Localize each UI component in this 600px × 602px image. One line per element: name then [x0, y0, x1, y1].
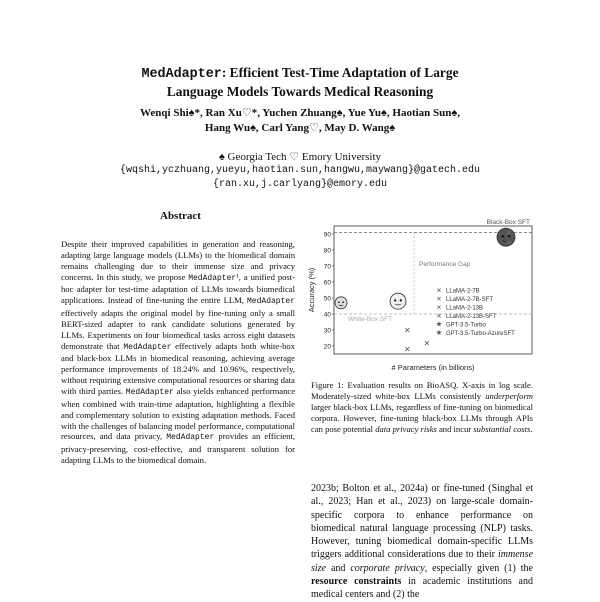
small-mascot-eye-left	[338, 301, 340, 303]
white-box-mascot-eye-left	[394, 299, 396, 301]
legend-label-3: LLaMA-2-13B-SFT	[446, 314, 497, 320]
abstract-heading: Abstract	[160, 210, 201, 222]
intro-em2: corporate privacy	[350, 562, 425, 574]
emails-line1: {wqshi,yczhuang,yueyu,haotian.sun,hangwu,maywang}@gatech.edu	[119, 165, 481, 176]
white-box-mascot-head	[390, 293, 406, 309]
caption-p3: and incur	[438, 423, 472, 434]
plot-area	[307, 219, 532, 372]
legend-marker-1: ✕	[436, 295, 442, 303]
legend-label-1: LLaMA-2-7B-SFT	[446, 297, 494, 303]
intro-t1: 2023b; Bolton et al., 2024a) or fine-tuned (Singhal et al., 2023; Han et al., 2023) on large-scale domain-specific corpora to enhance performance on biomedical natural language processing (NLP) tasks. However, tuning biomedical domain-specific LLMs triggers additional considerations due to their	[311, 483, 533, 561]
intro-text	[311, 482, 533, 602]
legend-marker-4: ★	[435, 319, 443, 329]
caption-em2: data privacy risks	[375, 423, 437, 434]
title-method-name: MedAdapter	[141, 67, 222, 82]
abstract-method-2: MedAdapter	[247, 297, 296, 307]
abstract-method-1: MedAdapter	[188, 273, 237, 283]
caption-p1: Evaluation results on BioASQ. X-axis in log scale. Moderately-sized white-box LLMs consistently	[311, 380, 533, 401]
small-mascot-head	[335, 297, 347, 309]
legend-marker-0: ✕	[436, 286, 442, 295]
legend-label-4: GPT-3.5-Turbo	[446, 322, 486, 329]
abstract-p6: provides an efficient, privacy-preserving, cost-effective, and transparent solution for adapting LLMs to the biomedical domain.	[61, 431, 295, 466]
data-point-0: ✕	[403, 345, 411, 355]
data-point-1: ✕	[423, 338, 431, 348]
legend-marker-3: ✕	[436, 312, 442, 320]
intro-t3: , especially given (1) the	[424, 562, 533, 574]
affiliations: ♠ Georgia Tech ♡ Emory University	[218, 151, 382, 163]
abstract-p5: also yields enhanced performance when combined with train-time adaptation, highlighting a flexible and complementary solution to existing adaptation methods. Faced with the challenges of balancing model performance, computational resources, and data privacy,	[61, 385, 296, 442]
data-point-3: ★	[504, 238, 513, 248]
y-tick-label-6: 80	[323, 247, 331, 255]
caption-end: .	[530, 423, 533, 434]
intro-t4: in academic institutions and medical centers and (2) the	[311, 576, 533, 601]
white-box-mascot-eye-right	[400, 299, 402, 301]
data-point-4: ★	[504, 228, 513, 239]
abstract-method-4: MedAdapter	[125, 387, 174, 397]
y-tick-label-7: 90	[323, 231, 331, 239]
caption-em3: substantial costs	[473, 423, 531, 434]
abstract-p3: effectively adapts the original model by fine-tuning only a small BERT-sized adapter to rank candidate solutions generated by LLMs. Experiments on four biomedical tasks across eight datasets demonstrate that	[61, 308, 295, 351]
data-point-2: ✕	[403, 326, 411, 335]
abstract-p1: Despite their improved capabilities in generation and reasoning, adapting large language models (LLMs) to the biomedical domain remains challenging due to their immense size and privacy concerns. In this study, we propose	[61, 239, 295, 282]
x-axis-label: # Parameters (in billions)	[391, 363, 475, 372]
caption-p2: larger black-box LLMs, regardless of fine-tuning on biomedical corpora. However, fine-tuning black-box LLMs through APIs can pose potential	[311, 401, 533, 434]
legend-label-5: GPT-3.5-Turbo-AzureSFT	[446, 331, 515, 337]
black-box-mascot-eye-left	[502, 235, 505, 238]
authors-line1: Wenqi Shi♠*, Ran Xu♡*, Yuchen Zhuang♠, Yue Yu♠, Haotian Sun♠,	[140, 107, 460, 119]
abstract-p2: ¹, a unified post-hoc adapter for test-time adaptation of LLMs towards biomedical applications. Instead of fine-tuning the entire LLM,	[61, 271, 296, 306]
y-tick-label-3: 50	[323, 295, 331, 303]
annotation-performance-gap: Performance Gap	[419, 261, 471, 268]
caption-label: Figure 1:	[311, 380, 344, 390]
annotation-white-box-sft: White-Box SFT	[348, 316, 393, 323]
figure-1-caption	[311, 380, 533, 435]
caption-em1: underperform	[485, 390, 533, 401]
intro-t2: and	[330, 562, 346, 574]
title-line2: Language Models Towards Medical Reasoning	[166, 84, 434, 99]
intro-em1: immense size	[311, 549, 534, 574]
y-tick-label-5: 70	[323, 263, 331, 271]
abstract-text	[61, 239, 295, 466]
intro-b1: resource constraints	[311, 576, 402, 588]
legend-label-0: LLaMA-2-7B	[446, 288, 480, 295]
small-mascot-eye-right	[342, 301, 344, 303]
y-tick-label-2: 40	[323, 311, 331, 319]
annotation-black-box-sft: Black-Box SFT	[486, 219, 530, 226]
abstract-method-5: MedAdapter	[166, 433, 215, 443]
legend-label-2: LLaMA-2-13B	[446, 305, 484, 312]
y-tick-label-0: 20	[323, 343, 331, 351]
paper-title	[60, 64, 540, 100]
author-list	[60, 106, 540, 136]
abstract-p4: effectively adapts both white-box and black-box LLMs in biomedical reasoning, achieving average performance improvements of 18.24% and 10.96%, respectively, without requiring extensive computational resources or sharing data with third parties.	[61, 340, 295, 396]
y-axis-label: Accuracy (%)	[307, 267, 316, 313]
authors-line2: Hang Wu♠, Carl Yang♡, May D. Wang♠	[204, 122, 396, 134]
figure-1-chart	[306, 212, 536, 380]
legend-marker-2: ✕	[436, 303, 442, 312]
author-emails	[60, 164, 540, 192]
title-line1-rest: : Efficient Test-Time Adaptation of Large	[221, 65, 459, 80]
emails-line2: {ran.xu,j.carlyang}@emory.edu	[212, 179, 388, 190]
y-tick-label-4: 60	[323, 279, 331, 287]
abstract-method-3: MedAdapter	[123, 342, 172, 352]
y-tick-label-1: 30	[323, 327, 331, 335]
legend-marker-5: ★	[435, 328, 443, 337]
